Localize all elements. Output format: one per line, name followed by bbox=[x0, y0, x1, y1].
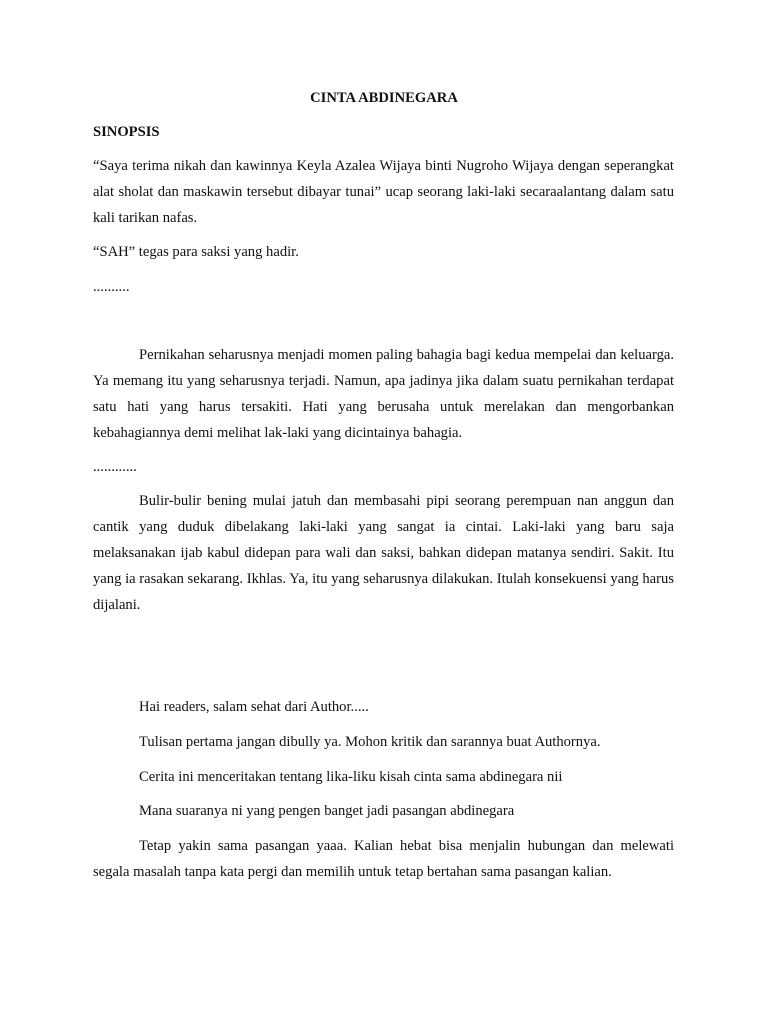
author-note-request: Tulisan pertama jangan dibully ya. Mohon kritik dan sarannya buat Authornya. bbox=[139, 734, 601, 750]
author-note-greeting: Hai readers, salam sehat dari Author..... bbox=[139, 699, 369, 715]
story-paragraph-1: Pernikahan seharusnya menjadi momen paling bahagia bagi kedua mempelai dan keluarga. Ya memang itu yang seharusnya terjadi. Namun, apa jadinya jika dalam suatu pernikahan terdapat satu hati yang harus tersakiti. Hati yang berusaha untuk merelakan dan mengorbankan kebahagiannya demi melihat lak-laki yang dicintainya bahagia. bbox=[93, 347, 674, 441]
author-note-closing: Tetap yakin sama pasangan yaaa. Kalian hebat bisa menjalin hubungan dan melewati segala masalah tanpa kata pergi dan memilih untuk tetap bertahan sama pasangan kalian. bbox=[93, 838, 674, 880]
author-note-question: Mana suaranya ni yang pengen banget jadi pasangan abdinegara bbox=[139, 803, 515, 819]
sah-line: “SAH” tegas para saksi yang hadir. bbox=[93, 244, 299, 260]
separator-dots-2: ............ bbox=[93, 459, 137, 475]
synopsis-heading: SINOPSIS bbox=[93, 124, 160, 140]
vow-paragraph: “Saya terima nikah dan kawinnya Keyla Azalea Wijaya binti Nugroho Wijaya dengan seperangkat alat sholat dan maskawin tersebut dibayar tunai” ucap seorang laki-laki secaraalantang dalam satu kali tarikan nafas. bbox=[93, 158, 674, 226]
document-title: CINTA ABDINEGARA bbox=[310, 90, 458, 106]
separator-dots-1: .......... bbox=[93, 279, 130, 295]
story-paragraph-2: Bulir-bulir bening mulai jatuh dan membasahi pipi seorang perempuan nan anggun dan cantik yang duduk dibelakang laki-laki yang sangat ia cintai. Laki-laki yang baru saja melaksanakan ijab kabul didepan para wali dan saksi, bahkan didepan matanya sendiri. Sakit. Itu yang ia rasakan sekarang. Ikhlas. Ya, itu yang seharusnya dilakukan. Itulah konsekuensi yang harus dijalani. bbox=[93, 493, 674, 613]
author-note-story: Cerita ini menceritakan tentang lika-liku kisah cinta sama abdinegara nii bbox=[139, 769, 563, 785]
